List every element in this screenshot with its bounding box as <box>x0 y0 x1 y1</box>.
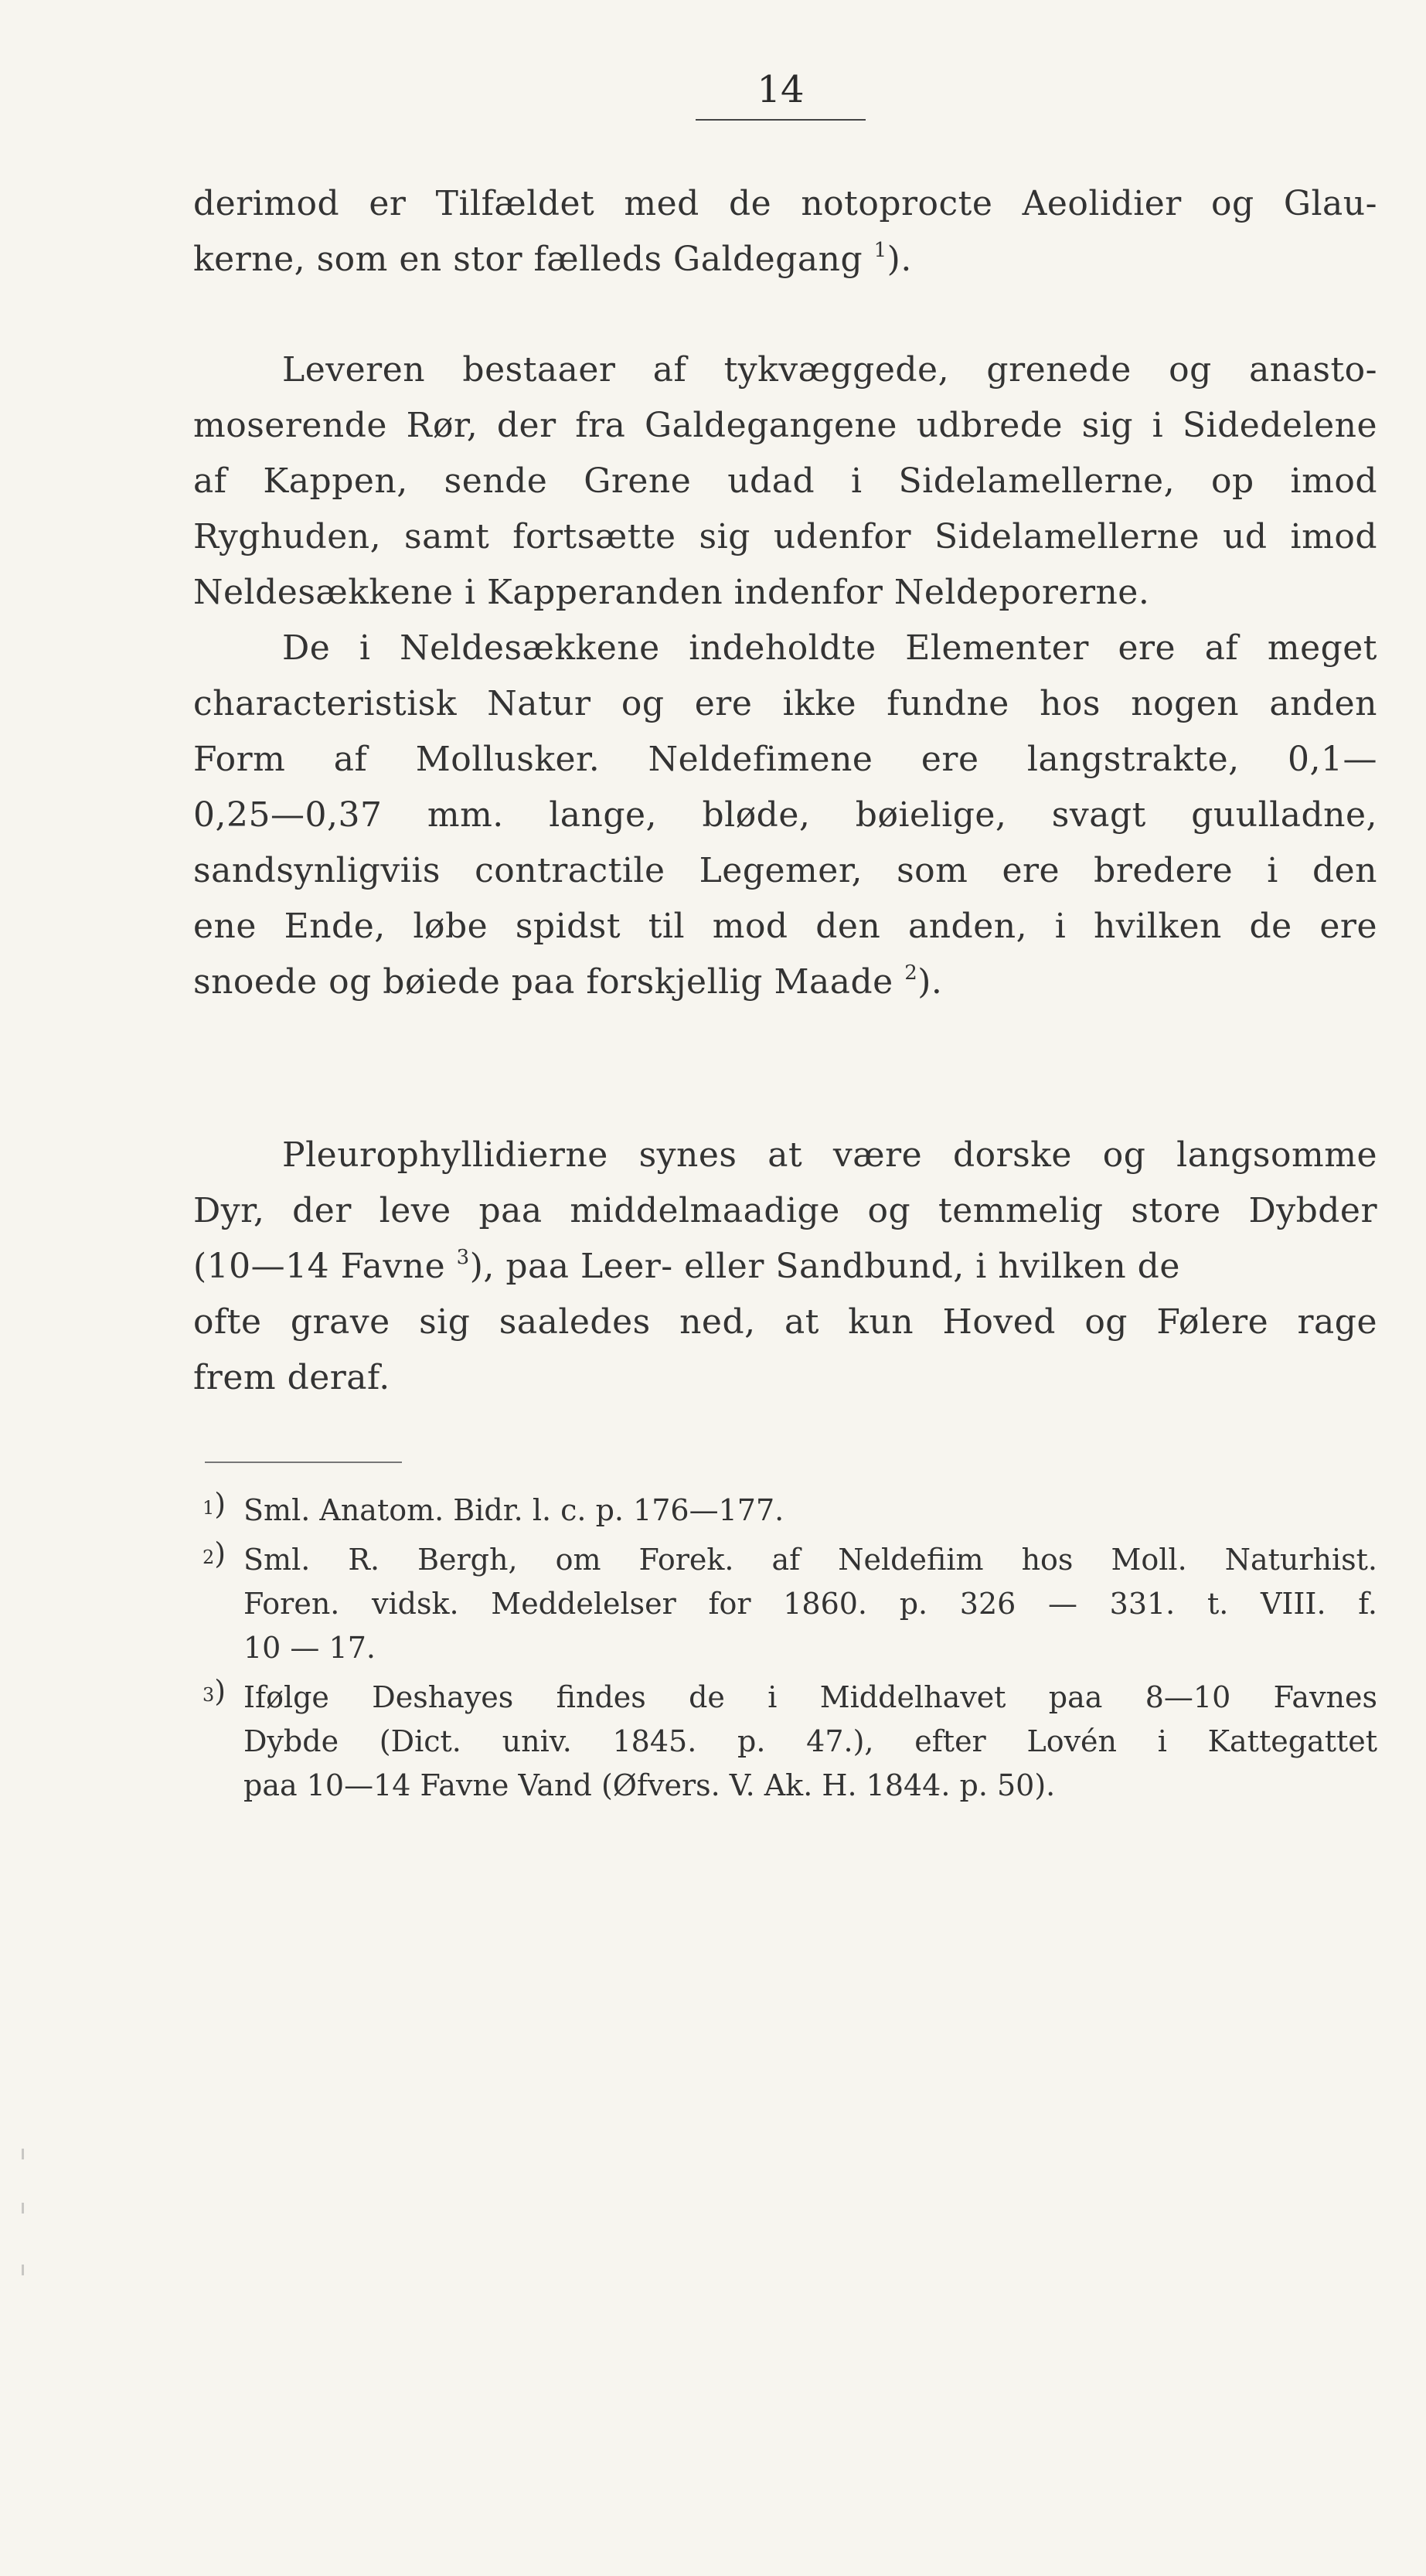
scan-speck <box>22 2203 24 2214</box>
footnote-line: Foren. vidsk. Meddelelser for 1860. p. 326 — 331. t. VIII. f. <box>243 1587 1377 1621</box>
text-line: frem deraf. <box>193 1358 390 1397</box>
text-line: characteristisk Natur og ere ikke fundne hos nogen anden <box>193 684 1377 723</box>
text-line: 0,25—0,37 mm. lange, bløde, bøielige, svagt guulladne, <box>193 795 1377 835</box>
paragraph-1 <box>193 176 1377 288</box>
footnote-2 <box>193 1538 1377 1670</box>
text-line: snoede og bøiede paa forskjellig Maade $^2$). <box>193 961 943 1002</box>
footnote-ref-2: 2 <box>904 961 918 985</box>
text-line: ene Ende, løbe spidst til mod den anden, i hvilken de ere <box>193 907 1377 946</box>
text-line: De i Neldesækkene indeholdte Elementer ere af meget <box>282 628 1377 668</box>
text-line: Ryghuden, samt fortsætte sig udenfor Sidelamellerne ud imod <box>193 517 1377 556</box>
text-line: sandsynligviis contractile Legemer, som ere bredere i den <box>193 851 1377 890</box>
footnote-mark: 2) <box>202 1536 226 1570</box>
text-line: ofte grave sig saaledes ned, at kun Hoved og Følere rage <box>193 1302 1377 1342</box>
paragraph-2 <box>193 342 1377 1010</box>
paragraph-3 <box>193 1128 1377 1406</box>
footnote-ref-1: 1 <box>873 239 887 263</box>
footnote-3 <box>193 1676 1377 1808</box>
text-line: Dyr, der leve paa middelmaadige og temmelig store Dybder <box>193 1191 1377 1230</box>
footnote-line: Sml. Anatom. Bidr. l. c. p. 176—177. <box>243 1493 784 1527</box>
text-line: Neldesækkene i Kapperanden indenfor Neldeporerne. <box>193 573 1150 612</box>
text-line: (10—14 Favne $^3$), paa Leer- eller Sandbund, i hvilken de <box>193 1246 1180 1286</box>
footnote-mark: 1) <box>202 1487 226 1521</box>
scan-speck <box>22 2265 24 2275</box>
footnote-line: Ifølge Deshayes findes de i Middelhavet paa 8—10 Favnes <box>243 1680 1377 1714</box>
text-line: Form af Mollusker. Neldefimene ere langstrakte, 0,1— <box>193 740 1377 779</box>
footnote-mark: 3) <box>202 1674 226 1708</box>
footnote-ref-3: 3 <box>456 1246 470 1270</box>
footnote-line: Dybde (Dict. univ. 1845. p. 47.), efter Lovén i Kattegattet <box>243 1724 1377 1758</box>
text-line: moserende Rør, der fra Galdegangene udbrede sig i Sidedelene <box>193 406 1377 445</box>
footnote-line: paa 10—14 Favne Vand (Øfvers. V. Ak. H. 1844. p. 50). <box>243 1768 1056 1802</box>
footnote-line: Sml. R. Bergh, om Forek. af Neldefiim hos Moll. Naturhist. <box>243 1543 1377 1577</box>
text-line: af Kappen, sende Grene udad i Sidelamellerne, op imod <box>193 461 1377 501</box>
text-line: derimod er Tilfældet med de notoprocte Aeolidier og Glau- <box>193 184 1377 223</box>
text-line: Leveren bestaaer af tykvæggede, grenede og anasto- <box>282 350 1377 390</box>
text-line: kerne, som en stor fælleds Galdegang $^1$). <box>193 239 912 279</box>
scan-specks <box>22 2149 25 2288</box>
footnote-divider <box>205 1462 402 1463</box>
page-number: 14 <box>696 68 866 121</box>
footnote-1 <box>193 1489 1377 1533</box>
text-line: Pleurophyllidierne synes at være dorske og langsomme <box>282 1135 1377 1175</box>
scan-speck <box>22 2149 24 2159</box>
footnotes <box>193 1489 1377 1813</box>
footnote-line: 10 — 17. <box>243 1631 376 1665</box>
